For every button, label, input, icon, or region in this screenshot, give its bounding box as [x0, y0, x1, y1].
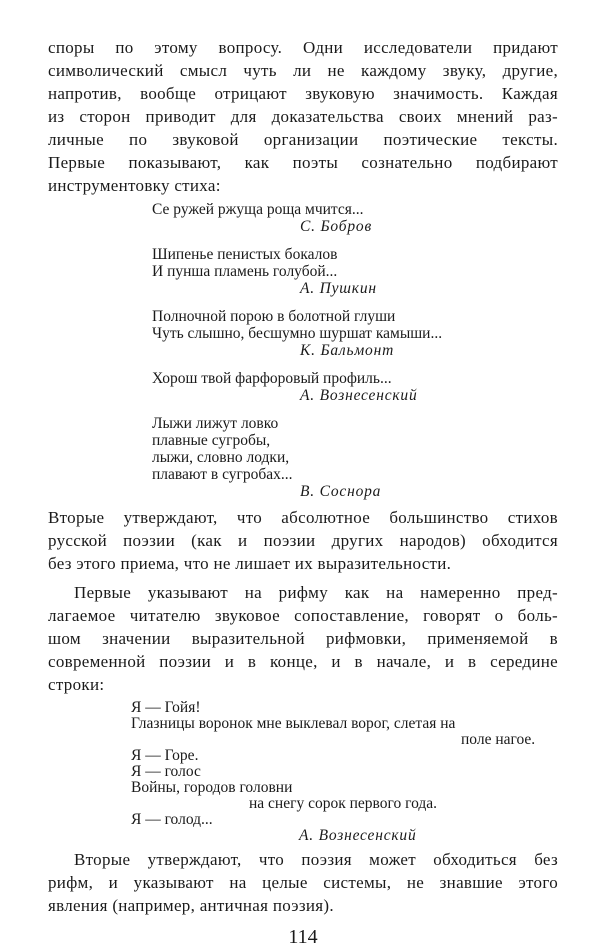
verse-line: Войны, городов головни	[131, 779, 293, 796]
quote-author: В. Соснора	[300, 483, 382, 500]
paragraph-2	[48, 506, 558, 575]
text-line: строки:	[48, 675, 105, 694]
text-line: инструментовку стиха:	[48, 176, 221, 195]
text-line: напротив, вообще отрицают звуковую значимость. Каждая	[48, 84, 558, 103]
verse-line: поле нагое.	[461, 731, 536, 748]
text-line: современной поэзии и в конце, и в начале, и в середине	[48, 652, 558, 671]
quote-pushkin	[152, 246, 558, 297]
text-line: без этого приема, что не лишает их выразительности.	[48, 554, 452, 573]
verse-line: Я — голод...	[131, 811, 213, 828]
text-line: русской поэзии (как и поэзии других народов) обходится	[48, 531, 558, 550]
text-line: символический смысл чуть ли не каждому звуку, другие,	[48, 61, 558, 80]
text-line: явления (например, античная поэзия).	[48, 896, 334, 915]
paragraph-3	[48, 581, 558, 696]
text-line: шом значении выразительной рифмовки, применяемой в	[48, 629, 558, 648]
verse-line: Я — голос	[131, 763, 201, 780]
quote-author: А. Вознесенский	[299, 827, 417, 844]
quote-author: А. Пушкин	[300, 280, 377, 297]
text-line: Вторые утверждают, что абсолютное большинство стихов	[48, 508, 558, 527]
text-line: Первые показывают, как поэты сознательно подбирают	[48, 153, 558, 172]
verse-line: Полночной порою в болотной глуши	[152, 308, 396, 325]
text-line: из сторон приводит для доказательства своих мнений раз-	[48, 107, 558, 126]
verse-line: Хорош твой фарфоровый профиль...	[152, 370, 392, 387]
verse-line: Лыжи лижут ловко	[152, 415, 279, 432]
quote-author: К. Бальмонт	[300, 342, 395, 359]
quote-balmont	[152, 308, 558, 359]
quote-author: С. Бобров	[300, 218, 373, 235]
verse-line: Се ружей ржуща роща мчится...	[152, 201, 364, 218]
text-line: Вторые утверждают, что поэзия может обходиться без	[74, 850, 558, 869]
verse-line: Я — Гойя!	[131, 699, 201, 716]
quote-author: А. Вознесенский	[300, 387, 418, 404]
verse-line: Чуть слышно, бесшумно шуршат камыши...	[152, 325, 443, 342]
text-line: рифм, и указывают на целые системы, не знавшие этого	[48, 873, 558, 892]
book-page	[48, 36, 558, 949]
verse-line: плавные сугробы,	[152, 432, 271, 449]
quotes-block	[48, 201, 558, 500]
quote-voznesensky-1	[152, 370, 558, 404]
text-line: личные по звуковой организации поэтические тексты.	[48, 130, 558, 149]
quote-voznesensky-2	[131, 700, 558, 844]
verse-line: Глазницы воронок мне выклевал ворог, слетая на	[131, 715, 456, 732]
paragraph-4	[48, 848, 558, 917]
quote-sosnora	[152, 415, 558, 500]
paragraph-1	[48, 36, 558, 197]
text-line: споры по этому вопросу. Одни исследователи придают	[48, 38, 558, 57]
text-line: лагаемое читателю звуковое сопоставление, говорят о боль-	[48, 606, 558, 625]
verse-line: Я — Горе.	[131, 747, 199, 764]
verse-line: И пунша пламень голубой...	[152, 263, 338, 280]
verse-line: Шипенье пенистых бокалов	[152, 246, 338, 263]
page-number: 114	[288, 926, 318, 948]
verse-line: лыжи, словно лодки,	[152, 449, 290, 466]
quote-bobrov	[152, 201, 558, 235]
verse-line: плавают в сугробах...	[152, 466, 293, 483]
text-line: Первые указывают на рифму как на намеренно пред-	[74, 583, 558, 602]
verse-line: на снегу сорок первого года.	[249, 795, 438, 812]
